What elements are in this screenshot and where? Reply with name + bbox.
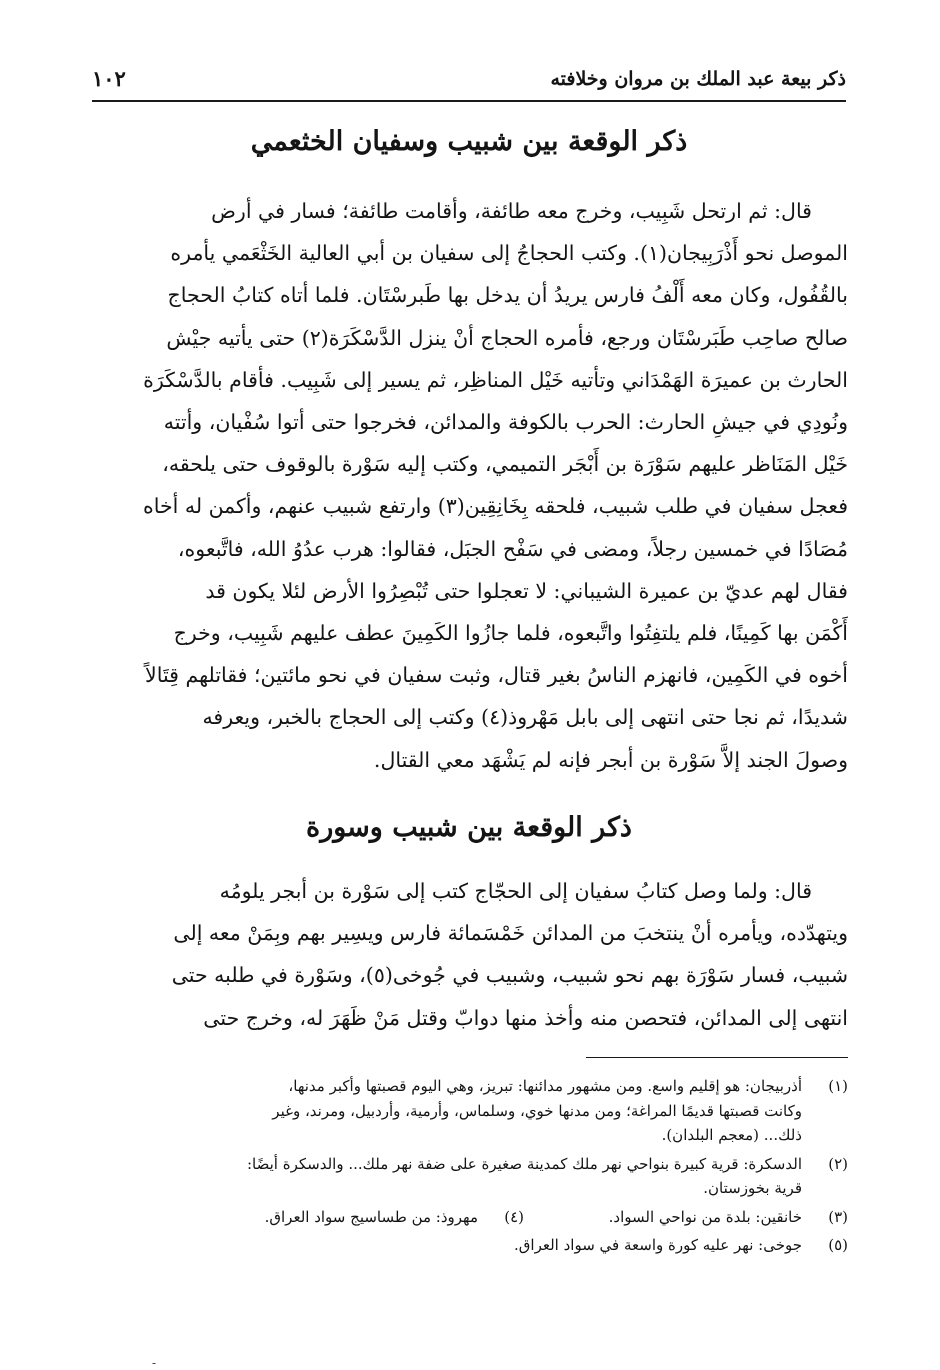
paragraph-line: فعجل سفيان في طلب شبيب، فلحقه بِخَانِقِين(٣) وارتفع شبيب عنهم، وأكمن له أخاه <box>142 494 848 519</box>
footnote-4 <box>248 1205 548 1230</box>
footnote-line: وكانت قصبتها قديمًا المراغة؛ ومن مدنها خوي، وسلماس، وأرمية، وأردبيل، ومرند، وغير <box>272 1101 802 1120</box>
paragraph-line: خَيْل المَنَاظر عليهم سَوْرَة بن أَبْجَر التميمي، وكتب إليه سَوْرة بالوقوف حتى يلحقه، <box>162 452 848 477</box>
footnote-line: الدسكرة: قرية كبيرة بنواحي نهر ملك كمدينة صغيرة على ضفة نهر ملك... والدسكرة أيضًا: <box>246 1154 802 1173</box>
paragraph-line: قال: ثم ارتحل شَبِيب، وخرج معه طائفة، وأقامت طائفة؛ فسار في أرض <box>211 199 812 223</box>
section-heading-2: ذكر الوقعة بين شبيب وسورة <box>306 812 632 843</box>
footnote-text <box>108 1074 802 1148</box>
footnote-text <box>108 1233 802 1258</box>
footnote-5 <box>108 1233 848 1258</box>
footnote-3-4 <box>108 1205 848 1230</box>
footer-mark: - <box>152 1356 157 1370</box>
footnote-divider <box>586 1057 848 1058</box>
page-number: ١٠٢ <box>92 66 126 91</box>
footnote-line: قرية بخوزستان. <box>703 1179 802 1197</box>
footnote-number: (١) <box>828 1077 848 1095</box>
footnote-2 <box>108 1152 848 1201</box>
footnote-line: جوخى: نهر عليه كورة واسعة في سواد العراق. <box>514 1236 802 1254</box>
section-heading-1: ذكر الوقعة بين شبيب وسفيان الخثعمي <box>250 126 688 157</box>
paragraph-line: الموصل نحو أَذْرَبِيجان(١). وكتب الحجاجُ إلى سفيان بن أبي العالية الخَثْعَمي يأمره <box>170 241 848 266</box>
paragraph-line: صالح صاحِب طَبَرسْتَان ورجع، فأمره الحجاج أنْ ينزل الدَّسْكَرَة(٢) حتى يأتيه جيْش <box>166 325 848 350</box>
footnotes <box>108 1074 848 1262</box>
footnote-1 <box>108 1074 848 1148</box>
header-title: ذكر بيعة عبد الملك بن مروان وخلافته <box>550 68 846 90</box>
paragraph-line: شبيب، فسار سَوْرَة بهم نحو شبيب، وشبيب في جُوخى(٥)، وسَوْرة في طلبه حتى <box>171 963 848 988</box>
paragraph-line: شديدًا، ثم نجا حتى انتهى إلى بابل مَهْروذ(٤) وكتب إلى الحجاج بالخبر، ويعرفه <box>202 705 848 730</box>
section-2-paragraph <box>110 870 848 1039</box>
footnote-number: (٢) <box>828 1154 848 1173</box>
paragraph-line: قال: ولما وصل كتابُ سفيان إلى الحجّاج كتب إلى سَوْرة بن أبجر يلومُه <box>219 879 812 903</box>
paragraph-line: بالقُفُول، وكان معه أَلْفُ فارس يريدُ أن يدخل بها طَبرسْتَان. فلما أتاه كتابُ الحجاج <box>167 283 848 308</box>
footnote-text: مهروذ: من طساسيج سواد العراق. <box>264 1207 478 1226</box>
footnote-text: خانقين: بلدة من نواحي السواد. <box>608 1207 802 1226</box>
section-1-paragraph <box>110 190 848 781</box>
paragraph-line: أخوه في الكَمِين، فانهزم الناسُ بغير قتال، وثبت سفيان في نحو مائتين؛ فقاتلهم قِتَالاً <box>145 663 848 688</box>
footnote-number: (٥) <box>828 1236 848 1254</box>
paragraph-line: أَكْمَن بها كَمِينًا، فلم يلتفِتُوا واتَّبعوه، فلما جازُوا الكَمِينَ عطف عليهم شَبِيب، وخرج <box>173 621 848 646</box>
paragraph-line: الحارث بن عميرَة الهَمْدَاني وتأتيه خَيْل المناظِر، ثم يسير إلى شَبِيب. فأقام بالدَّسْكَرَة <box>143 367 848 392</box>
running-header <box>92 62 846 102</box>
paragraph-line: وصولَ الجند إلاَّ سَوْرة بن أبجر فإنه لم يَشْهَد معي القتال. <box>373 747 848 772</box>
footnote-text <box>108 1152 802 1201</box>
footnote-number: (٣) <box>828 1207 848 1226</box>
paragraph-line: ونُودِي في جيشِ الحارث: الحرب بالكوفة والمدائن، فخرجوا حتى أتوا سُفْيان، وأتته <box>163 410 848 435</box>
footnote-number: (٤) <box>504 1207 524 1226</box>
footnote-3 <box>548 1205 848 1230</box>
paragraph-line: مُصَادًا في خمسين رجلاً، ومضى في سَفْح الجبَل، فقالوا: هرب عدُوُ الله، فاتَّبعوه، <box>177 536 848 561</box>
paragraph-line: انتهى إلى المدائن، فتحصن منه وأخذ منها دوابّ وقتل مَنْ ظَهَرَ له، وخرج حتى <box>203 1005 848 1030</box>
paragraph-line: ويتهدّده، ويأمره أنْ ينتخبَ من المدائن خَمْسَمائة فارس ويسِير بهم وبِمَنْ معه إلى <box>173 921 848 946</box>
footnote-line: ذلك... (معجم البلدان). <box>661 1126 802 1144</box>
paragraph-line: فقال لهم عديّ بن عميرة الشيباني: لا تعجلوا حتى تُبْصِرُوا الأرض لئلا يكون قد <box>205 578 848 603</box>
footnote-line: أذربيجان: هو إقليم واسع. ومن مشهور مدائنها: تبريز، وهي اليوم قصبتها وأكبر مدنها، <box>288 1077 802 1095</box>
